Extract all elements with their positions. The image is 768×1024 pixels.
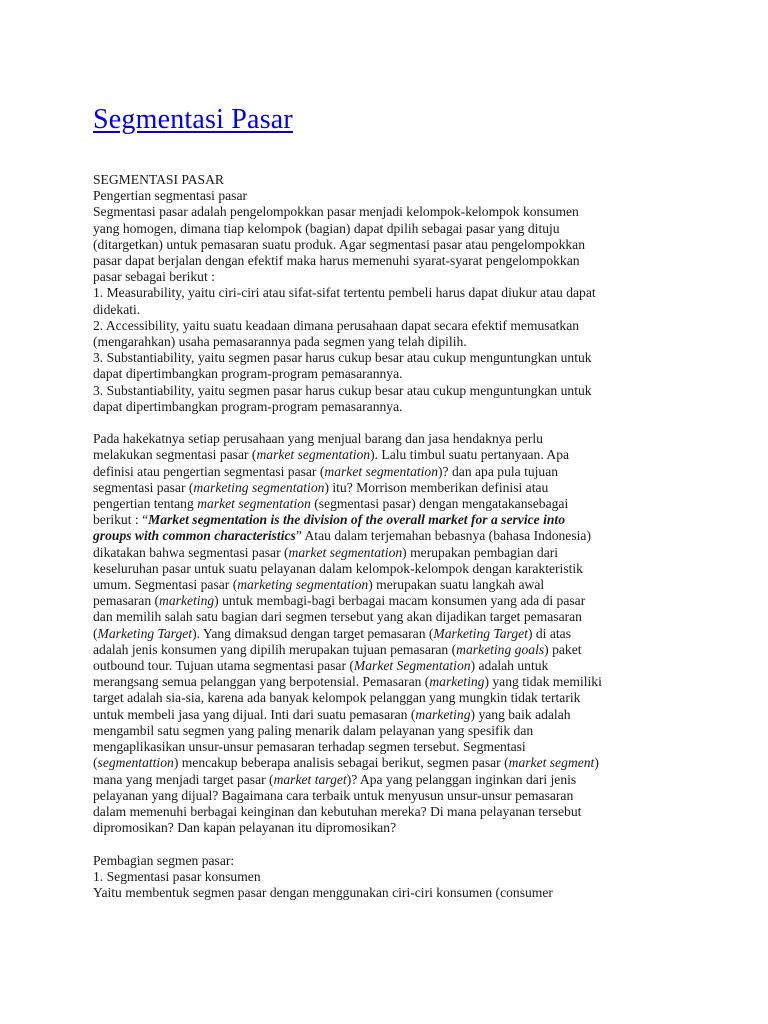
text-run: ” Atau dalam terjemahan bebasnya (bahasa Indonesia) — [295, 528, 591, 544]
text-line: dapat dipertimbangkan program-program pemasarannya. — [93, 398, 403, 414]
text-run: dipromosikan? Dan kapan pelayanan itu dipromosikan? — [93, 820, 397, 836]
italic-term: market segmentation — [288, 544, 403, 560]
text-line — [93, 755, 693, 771]
text-line — [93, 723, 693, 739]
text-run: ). Lalu timbul suatu pertanyaan. Apa — [370, 447, 570, 463]
text-run: ( — [93, 625, 98, 641]
text-run: ) itu? Morrison memberikan definisi atau — [324, 479, 549, 495]
italic-term: Market Segmentation — [353, 658, 471, 674]
text-line: (ditargetkan) untuk pemasaran suatu produk. Agar segmentasi pasar atau pengelompokkan — [93, 236, 585, 252]
text-line — [93, 626, 693, 642]
text-run: umum. Segmentasi pasar ( — [93, 577, 238, 593]
italic-term: marketing — [159, 593, 215, 609]
italic-term: market segmentation — [256, 447, 371, 463]
text-run: ) merupakan suatu langkah awal — [368, 577, 545, 593]
text-line: 1. Segmentasi pasar konsumen — [93, 868, 261, 884]
italic-term: market segment — [508, 755, 595, 771]
document-body — [93, 172, 693, 901]
italic-term: marketing goals — [456, 641, 545, 657]
section-subheading: Pengertian segmentasi pasar — [93, 188, 248, 204]
text-line: pasar dapat berjalan dengan efektif maka harus memenuhi syarat-syarat pengelompokkan — [93, 253, 580, 269]
text-line: Pembagian segmen pasar: — [93, 852, 235, 868]
text-run: ) adalah untuk — [470, 658, 549, 674]
bold-italic-quote: groups with common characteristics — [93, 528, 296, 544]
text-run: ) untuk membagi-bagi berbagai macam konsumen yang ada di pasar — [214, 593, 586, 609]
section1-paragraph — [93, 204, 693, 415]
text-line — [93, 658, 693, 674]
text-run: ) yang tidak memiliki — [484, 674, 602, 690]
text-line: 3. Substantiability, yaitu segmen pasar harus cukup besar atau cukup menguntungkan untuk — [93, 382, 592, 398]
text-run: target adalah sia-sia, karena ada banyak kelompok pelanggan yang mungkin tidak tertarik — [93, 690, 581, 706]
section-heading: SEGMENTASI PASAR — [93, 172, 224, 187]
text-line: 1. Measurability, yaitu ciri-ciri atau sifat-sifat tertentu pembeli harus dapat diukur atau dapat — [93, 285, 596, 301]
text-line: Segmentasi pasar adalah pengelompokkan pasar menjadi kelompok-kelompok konsumen — [93, 204, 579, 220]
text-line — [93, 480, 693, 496]
text-line — [93, 642, 693, 658]
italic-term: marketing segmentation — [193, 479, 325, 495]
text-run: definisi atau pengertian segmentasi pasar ( — [93, 463, 325, 479]
text-line — [93, 577, 693, 593]
text-line: 2. Accessibility, yaitu suatu keadaan dimana perusahaan dapat secara efektif memusatkan — [93, 317, 580, 333]
text-run: Pada hakekatnya setiap perusahaan yang menjual barang dan jasa hendaknya perlu — [93, 431, 543, 447]
text-run: ) — [594, 755, 599, 771]
text-run: ) paket — [544, 641, 582, 657]
text-line — [93, 804, 693, 820]
italic-term: segmentattion — [97, 755, 174, 771]
italic-term: Marketing Target — [97, 625, 193, 641]
text-run: mengaplikasikan unsur-unsur pemasaran terhadap segmen tersebut. Segmentasi — [93, 739, 526, 755]
text-run: melakukan segmentasi pasar ( — [93, 447, 257, 463]
text-line — [93, 674, 693, 690]
paragraph-gap — [93, 836, 693, 852]
text-line — [93, 593, 693, 609]
italic-term: market segmentation — [324, 463, 439, 479]
text-run: untuk membeli jasa yang dijual. Inti dari suatu pemasaran ( — [93, 706, 416, 722]
text-line: Yaitu membentuk segmen pasar dengan menggunakan ciri-ciri konsumen (consumer — [93, 884, 553, 900]
text-run: mana yang menjadi target pasar ( — [93, 771, 274, 787]
text-run: pengertian tentang — [93, 496, 198, 512]
text-run: ) yang baik adalah — [470, 706, 571, 722]
text-run: ( — [93, 755, 98, 771]
text-line — [93, 772, 693, 788]
italic-term: market segmentation — [197, 496, 311, 512]
text-line: (mengarahkan) usaha pemasarannya pada segmen yang telah dipilih. — [93, 334, 467, 350]
text-run: ). Yang dimaksud dengan target pemasaran ( — [192, 625, 434, 641]
italic-term: marketing — [415, 706, 471, 722]
text-run: ) di atas — [527, 625, 571, 641]
text-line — [93, 512, 693, 528]
text-line — [93, 707, 693, 723]
text-run: dikatakan bahwa segmentasi pasar ( — [93, 544, 289, 560]
section2-paragraph — [93, 431, 693, 836]
text-run: berikut : “ — [93, 512, 149, 528]
text-line — [93, 447, 693, 463]
text-line — [93, 496, 693, 512]
page-title-link[interactable]: Segmentasi Pasar — [93, 104, 293, 135]
text-run: segmentasi pasar ( — [93, 479, 194, 495]
text-line: pasar sebagai berikut : — [93, 269, 215, 285]
text-run: keseluruhan pasar untuk suatu pelayanan dalam kelompok-kelompok dengan karakteristik — [93, 560, 583, 576]
text-run: (segmentasi pasar) dengan mengatakansebagai — [310, 496, 569, 512]
text-line — [93, 464, 693, 480]
text-line: didekati. — [93, 301, 141, 317]
text-run: pemasaran ( — [93, 593, 160, 609]
paragraph-gap — [93, 415, 693, 431]
italic-term: market target — [273, 771, 347, 787]
text-run: )? dan apa pula tujuan — [438, 463, 559, 479]
text-run: dan memilih salah satu bagian dari segmen tersebut yang akan dijadikan target pemasaran — [93, 609, 582, 625]
text-run: pelayanan yang dijual? Bagaimana cara terbaik untuk menyusun unsur-unsur pemasaran — [93, 787, 574, 803]
text-line — [93, 561, 693, 577]
text-run: )? Apa yang pelanggan inginkan dari jenis — [346, 771, 577, 787]
text-run: outbound tour. Tujuan utama segmentasi pasar ( — [93, 658, 354, 674]
italic-term: marketing segmentation — [237, 577, 369, 593]
text-line — [93, 690, 693, 706]
text-line — [93, 609, 693, 625]
text-run: adalah jenis konsumen yang dipilih merupakan tujuan pemasaran ( — [93, 641, 457, 657]
text-line — [93, 788, 693, 804]
text-run: ) mencakup beberapa analisis sebagai berikut, segmen pasar ( — [173, 755, 509, 771]
text-line: yang homogen, dimana tiap kelompok (bagian) dapat dpilih sebagai pasar yang dituju — [93, 220, 560, 236]
text-run: merangsang semua pelanggan yang berpotensial. Pemasaran ( — [93, 674, 430, 690]
text-run: dalam memenuhi berbagai keinginan dan kebutuhan mereka? Di mana pelayanan tersebut — [93, 803, 582, 819]
italic-term: marketing — [429, 674, 485, 690]
text-run: mengambil satu segmen yang paling menarik dalam pelayanan yang spesifik dan — [93, 722, 534, 738]
section3-paragraph — [93, 853, 693, 902]
italic-term: Marketing Target — [433, 625, 528, 641]
text-line: 3. Substantiability, yaitu segmen pasar harus cukup besar atau cukup menguntungkan untuk — [93, 350, 592, 366]
text-line — [93, 528, 693, 544]
text-line — [93, 431, 693, 447]
bold-italic-quote: Market segmentation is the division of the overall market for a service into — [148, 512, 565, 528]
text-line — [93, 545, 693, 561]
text-run: ) merupakan pembagian dari — [402, 544, 559, 560]
text-line — [93, 739, 693, 755]
text-line — [93, 820, 693, 836]
text-line: dapat dipertimbangkan program-program pemasarannya. — [93, 366, 403, 382]
